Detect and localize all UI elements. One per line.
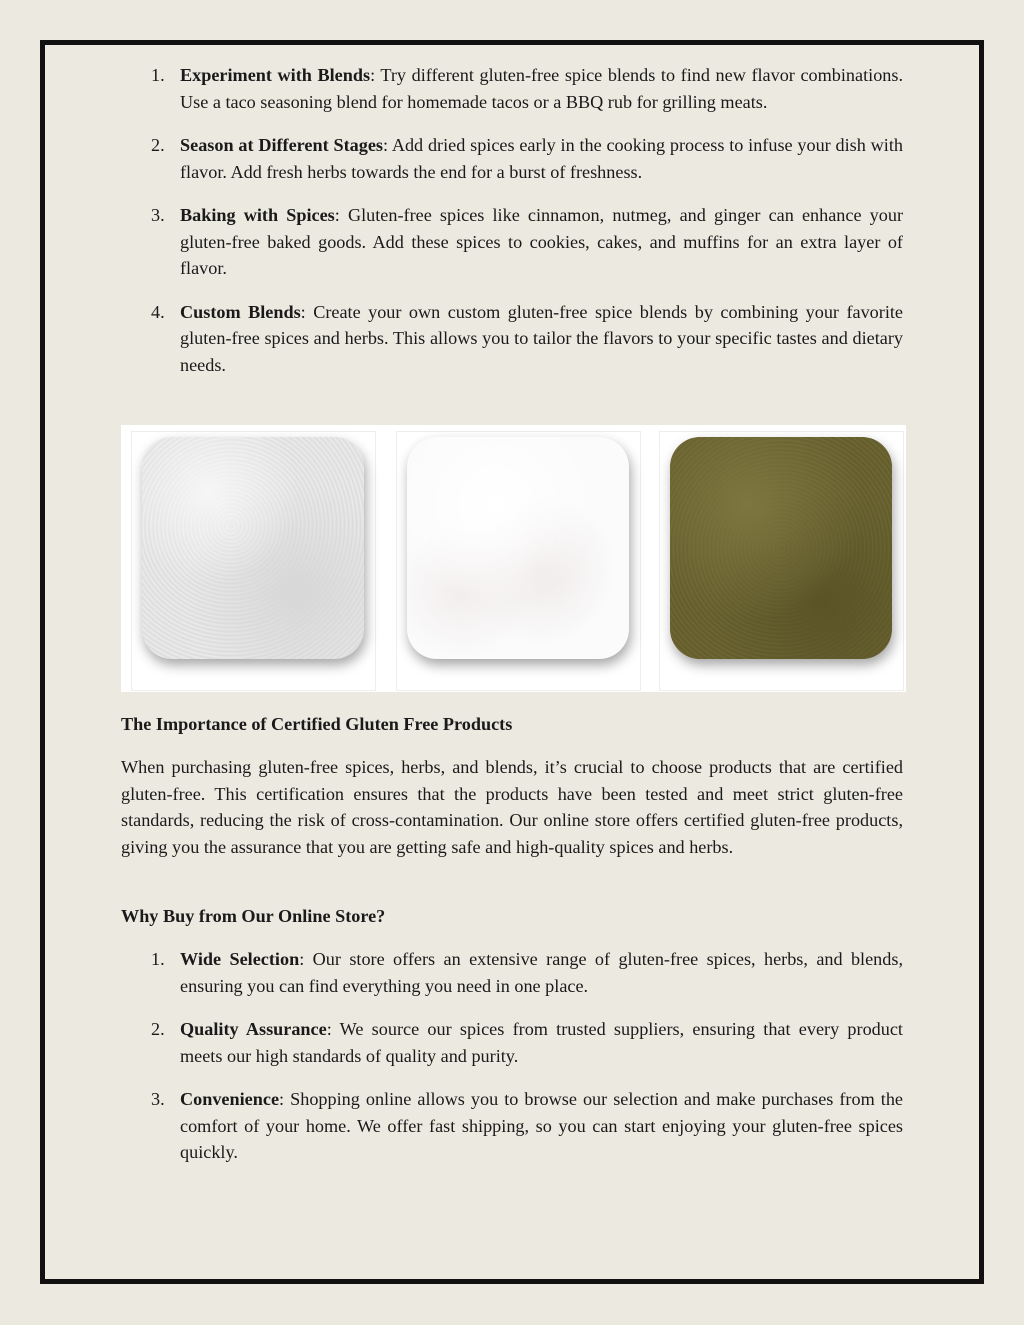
list-item-title: Experiment with Blends (180, 65, 371, 85)
list-number: 1. (151, 949, 165, 969)
why-buy-list (121, 946, 903, 1166)
list-item-title: Convenience (180, 1089, 280, 1109)
list-item-text: : Add dried spices early in the cooking process to infuse your dish with flavor. Add fresh herbs towards the end for a burst of freshness. (180, 135, 903, 182)
why-buy-section (121, 946, 903, 1183)
list-item-title: Season at Different Stages (180, 135, 383, 155)
image-cell (131, 431, 376, 691)
list-number: 3. (151, 1089, 165, 1109)
list-item-text: : Gluten-free spices like cinnamon, nutmeg, and ginger can enhance your gluten-free baked goods. Add these spices to cookies, cakes, and muffins for an extra layer of flavor. (180, 205, 904, 278)
list-item (121, 132, 903, 185)
list-number: 3. (151, 205, 165, 225)
tips-list (121, 62, 903, 378)
white-powder-swatch-icon (142, 437, 364, 659)
list-item-text: : Our store offers an extensive range of gluten-free spices, herbs, and blends, ensuring you can find everything you need in one place. (180, 949, 903, 996)
image-cell (659, 431, 904, 691)
list-item (121, 62, 903, 115)
list-item (121, 1086, 903, 1166)
flour-swatch-icon (407, 437, 629, 659)
tips-section (121, 62, 903, 395)
image-cell (396, 431, 641, 691)
list-item (121, 1016, 903, 1069)
list-item (121, 946, 903, 999)
list-item-text: : Try different gluten-free spice blends to find new flavor combinations. Use a taco seasoning blend for homemade tacos or a BBQ rub for grilling meats. (180, 65, 904, 112)
list-item-title: Custom Blends (180, 301, 301, 322)
list-item-title: Baking with Spices (180, 205, 335, 225)
list-number: 1. (151, 65, 165, 85)
list-item-text: : We source our spices from trusted suppliers, ensuring that every product meets our high standards of quality and purity. (180, 1019, 903, 1066)
section-heading-certified: The Importance of Certified Gluten Free Products (121, 714, 513, 734)
list-item (121, 202, 903, 282)
section-heading-why-buy: Why Buy from Our Online Store? (121, 906, 386, 926)
list-item-title: Wide Selection (180, 949, 300, 969)
list-item-title: Quality Assurance (180, 1019, 327, 1039)
list-number: 4. (151, 301, 165, 322)
spice-images-strip (121, 425, 906, 692)
list-number: 2. (151, 1019, 165, 1039)
list-item-text: : Shopping online allows you to browse our selection and make purchases from the comfort of your home. We offer fast shipping, so you can start enjoying your gluten-free spices quickly. (180, 1089, 903, 1162)
certified-paragraph: When purchasing gluten-free spices, herbs, and blends, it’s crucial to choose products that are certified gluten-free. This certification ensures that the products have been tested and meet strict gluten-free standards, reducing the risk of cross-contamination. Our online store offers certified gluten-free products, giving you the assurance that you are getting safe and high-quality spices and herbs. (121, 757, 903, 857)
list-number: 2. (151, 135, 165, 155)
green-herb-powder-swatch-icon (670, 437, 892, 659)
list-item-text: : Create your own custom gluten-free spice blends by combining your favorite gluten-free spices and herbs. This allows you to tailor the flavors to your specific tastes and dietary needs. (180, 301, 903, 375)
list-item (121, 299, 903, 379)
